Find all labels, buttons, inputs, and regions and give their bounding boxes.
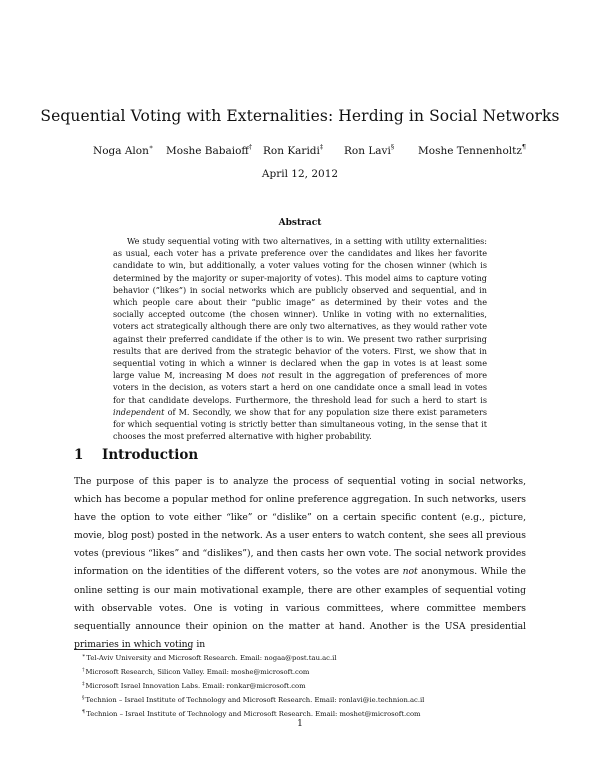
section-title: Introduction bbox=[102, 447, 199, 463]
footnote: ¶Technion – Israel Institute of Technology and Microsoft Research. Email: moshet@microsoft.com bbox=[82, 708, 421, 718]
author-lavi: Ron Lavi§ bbox=[344, 143, 395, 157]
footnotes bbox=[74, 651, 526, 721]
paper-date: April 12, 2012 bbox=[261, 168, 339, 180]
introduction-body: The purpose of this paper is to analyze the process of sequential voting in social networks, which has become a popular method for online preference aggregation. In such networks, users have the option to vote either “like” or “dislike” on a certain specific content (e.g., picture, movie, blog post) posted in the network. As a user enters to watch content, she sees all previous votes (previous “likes” and “dislikes”), and then casts her own vote. The social network provides information on the identities of the different voters, so the votes are not anonymous. While the online setting is our main motivational example, there are other examples of sequential voting with observable votes. One is voting in various committees, where committee members sequentially announce their opinion on the matter at hand. Another is the USA presidential primaries in which voting in bbox=[74, 476, 526, 650]
footnote: †Microsoft Research, Silicon Valley. Email: moshe@microsoft.com bbox=[82, 666, 310, 676]
author-tennenholtz: Moshe Tennenholtz¶ bbox=[418, 143, 527, 157]
section-heading bbox=[74, 447, 198, 463]
footnote: §Technion – Israel Institute of Technology and Microsoft Research. Email: ronlavi@ie.technion.ac.il bbox=[82, 694, 425, 704]
footnote-rule bbox=[74, 649, 192, 650]
footnote: ‡Microsoft Israel Innovation Labs. Email: ronkar@microsoft.com bbox=[82, 680, 306, 690]
author-babaioff: Moshe Babaioff† bbox=[166, 143, 253, 157]
footnote: ∗Tel-Aviv University and Microsoft Research. Email: nogaa@post.tau.ac.il bbox=[82, 653, 337, 662]
section-number: 1 bbox=[74, 447, 84, 463]
author-karidi: Ron Karidi‡ bbox=[263, 143, 324, 157]
abstract-heading: Abstract bbox=[278, 218, 322, 228]
author-alon: Noga Alon∗ bbox=[93, 143, 154, 157]
abstract-body: We study sequential voting with two alternatives, in a setting with utility externalities: as usual, each voter has a private preference over the candidates and likes her favorite candidate to win, but additionally, a voter values voting for the chosen winner (which is determined by the majority or super-majority of votes). This model aims to capture voting behavior (”likes”) in social networks which are publicly observed and sequential, and in which people care about their ”public image” as determined by their votes and the socially accepted outcome (the chosen winner). Unlike in voting with no externalities, voters act strategically although there are only two alternatives, as they would rather vote against their preferred candidate if the other is to win. We present two rather surprising results that are derived from the strategic behavior of the voters. First, we show that in sequential voting in which a winner is declared when the gap in votes is at least some large value M, increasing M does not result in the aggregation of preferences of more voters in the decision, as voters start a herd on one candidate once a small lead in votes for that candidate develops. Furthermore, the threshold lead for such a herd to start is independent of M. Secondly, we show that for any population size there exist parameters for which sequential voting is strictly better than simultaneous voting, in the sense that it chooses the most preferred alternative with higher probability. bbox=[113, 236, 488, 442]
paper-title: Sequential Voting with Externalities: Herding in Social Networks bbox=[40, 107, 560, 125]
page-number: 1 bbox=[297, 719, 303, 729]
